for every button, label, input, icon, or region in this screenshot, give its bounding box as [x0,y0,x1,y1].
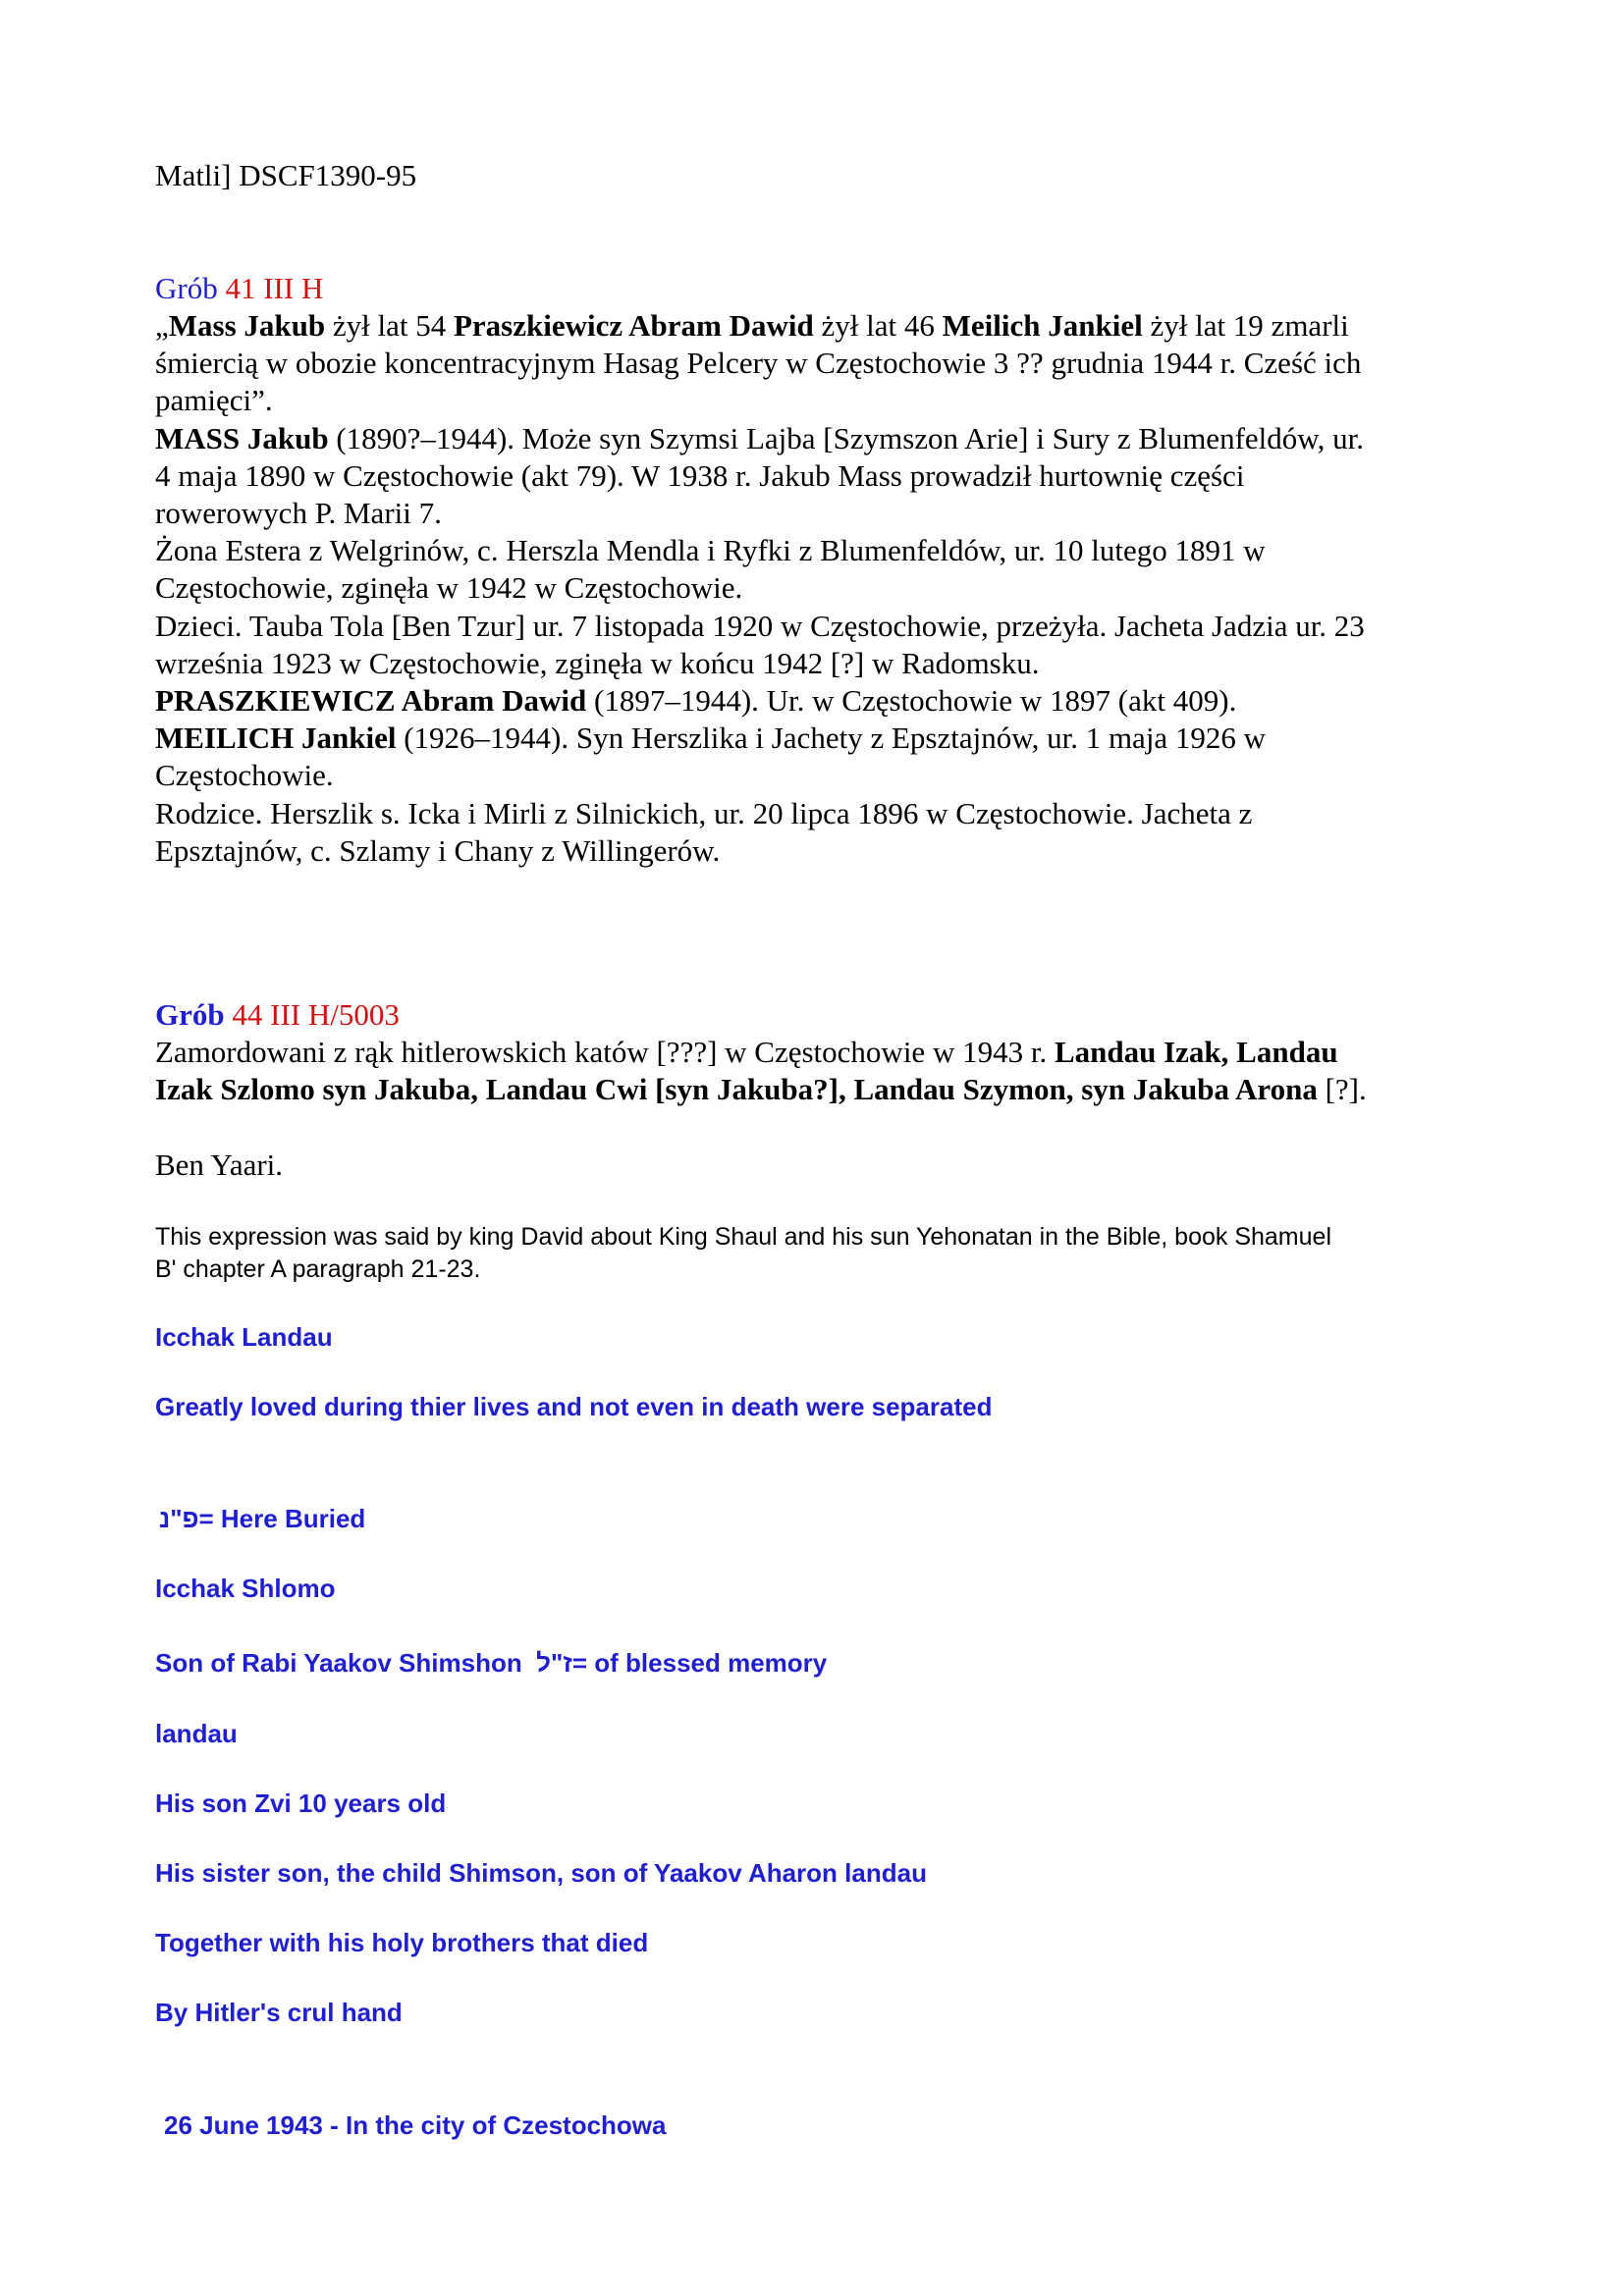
bold-name-text: PRASZKIEWICZ Abram Dawid [155,683,587,718]
grave1-line [155,645,1040,682]
translation-here-buried [159,1504,365,1534]
hebrew-zl-abbrev: ז"ל [536,1648,572,1678]
bold-name-text: MEILICH Jankiel [155,721,397,756]
translation-son-zvi: His son Zvi 10 years old [155,1789,447,1818]
bible-note-line-2: B' chapter A paragraph 21-23. [155,1255,481,1283]
grave1-line [155,532,1266,569]
grave1-line [155,682,1236,720]
grave2-line [155,1034,1338,1071]
translation-name-icchak-landau: Icchak Landau [155,1322,333,1352]
grave1-line [155,307,1349,345]
body-text: Dzieci. Tauba Tola [Ben Tzur] ur. 7 listopada 1920 w Częstochowie, przeżyła. Jacheta Jadzia ur. 23 [155,608,1365,643]
bold-name-text: Izak Szlomo syn Jakuba, Landau Cwi [syn Jakuba?], Landau Szymon, syn Jakuba Arona [155,1072,1318,1106]
body-text: żył lat 19 zmarli [1142,308,1349,343]
hebrew-pn-abbrev: פ"נ [159,1504,199,1533]
header-reference: Matli] DSCF1390-95 [155,158,417,192]
grave1-line [155,720,1266,757]
grave1-line [155,832,720,870]
bold-name-text: Landau Izak, Landau [1054,1035,1338,1069]
bold-name-text: MASS Jakub [155,420,329,455]
grave1-line [155,608,1365,645]
body-text: żył lat 46 [813,308,943,343]
source-attribution: Ben Yaari. [155,1148,284,1182]
grave1-heading-number: 41 III H [225,271,324,305]
grave1-line [155,795,1252,832]
grave1-heading-word: Grób [155,271,218,305]
bible-note-line-1: This expression was said by king David about King Shaul and his sun Yehonatan in the Bible, book Shamuel [155,1223,1331,1251]
body-text: [?]. [1317,1072,1367,1106]
translation-date-place: 26 June 1943 - In the city of Czestochowa [164,2110,667,2140]
translation-surname: landau [155,1719,238,1748]
grave1-line [155,382,273,419]
translation-quote: Greatly loved during thier lives and not even in death were separated [155,1392,993,1421]
translation-son-of-rabi [155,1648,827,1679]
body-text: Rodzice. Herszlik s. Icka i Mirli z Silnickich, ur. 20 lipca 1896 w Częstochowie. Jacheta z [155,795,1253,830]
body-text: (1897–1944). Ur. w Częstochowie w 1897 (akt 409). [586,683,1237,718]
translation-holy-brothers: Together with his holy brothers that died [155,1928,649,1957]
grave1-line [155,457,1244,495]
body-text: „ [155,308,169,343]
grave1-line [155,495,442,532]
body-text: Żona Estera z Welgrinów, c. Herszla Mendla i Ryfki z Blumenfeldów, ur. 10 lutego 1891 w [155,533,1266,568]
grave1-line [155,569,742,607]
body-text: śmiercią w obozie koncentracyjnym Hasag Pelcery w Częstochowie 3 ?? grudnia 1944 r. Cześć ich [155,346,1362,381]
son-of-rabi-text: Son of Rabi Yaakov Shimshon [155,1648,537,1678]
translation-sister-son: His sister son, the child Shimson, son of Yaakov Aharon landau [155,1858,927,1888]
grave1-line [155,757,334,794]
bold-name-text: Mass Jakub [168,308,326,343]
body-text: Częstochowie, zginęła w 1942 w Częstochowie. [155,570,743,606]
grave2-line [155,1071,1367,1108]
grave2-heading-number: 44 III H/5003 [232,997,400,1032]
body-text: 4 maja 1890 w Częstochowie (akt 79). W 1938 r. Jakub Mass prowadził hurtownię części [155,457,1245,493]
grave1-line [155,420,1364,457]
body-text: żył lat 54 [325,308,454,343]
grave1-line [155,345,1361,382]
body-text: Częstochowie. [155,758,334,793]
grave1-heading [155,270,323,307]
grave2-heading-word: Grób [155,997,225,1032]
grave2-heading [155,996,400,1034]
translation-hitler-hand: By Hitler's crul hand [155,1998,403,2027]
blessed-memory-text: = of blessed memory [571,1648,828,1678]
translation-name-icchak-shlomo: Icchak Shlomo [155,1574,336,1603]
bold-name-text: Meilich Jankiel [942,308,1143,343]
body-text: pamięci”. [155,383,273,418]
body-text: (1926–1944). Syn Herszlika i Jachety z Epsztajnów, ur. 1 maja 1926 w [396,721,1267,756]
body-text: (1890?–1944). Może syn Szymsi Lajba [Szymszon Arie] i Sury z Blumenfeldów, ur. [328,420,1365,455]
body-text: września 1923 w Częstochowie, zginęła w końcu 1942 [?] w Radomsku. [155,645,1040,680]
body-text: rowerowych P. Marii 7. [155,496,442,530]
bold-name-text: Praszkiewicz Abram Dawid [453,308,814,343]
body-text: Epsztajnów, c. Szlamy i Chany z Willingerów. [155,832,721,868]
body-text: Zamordowani z rąk hitlerowskich katów [???] w Częstochowie w 1943 r. [155,1035,1055,1069]
here-buried-text: = Here Buried [198,1504,366,1533]
